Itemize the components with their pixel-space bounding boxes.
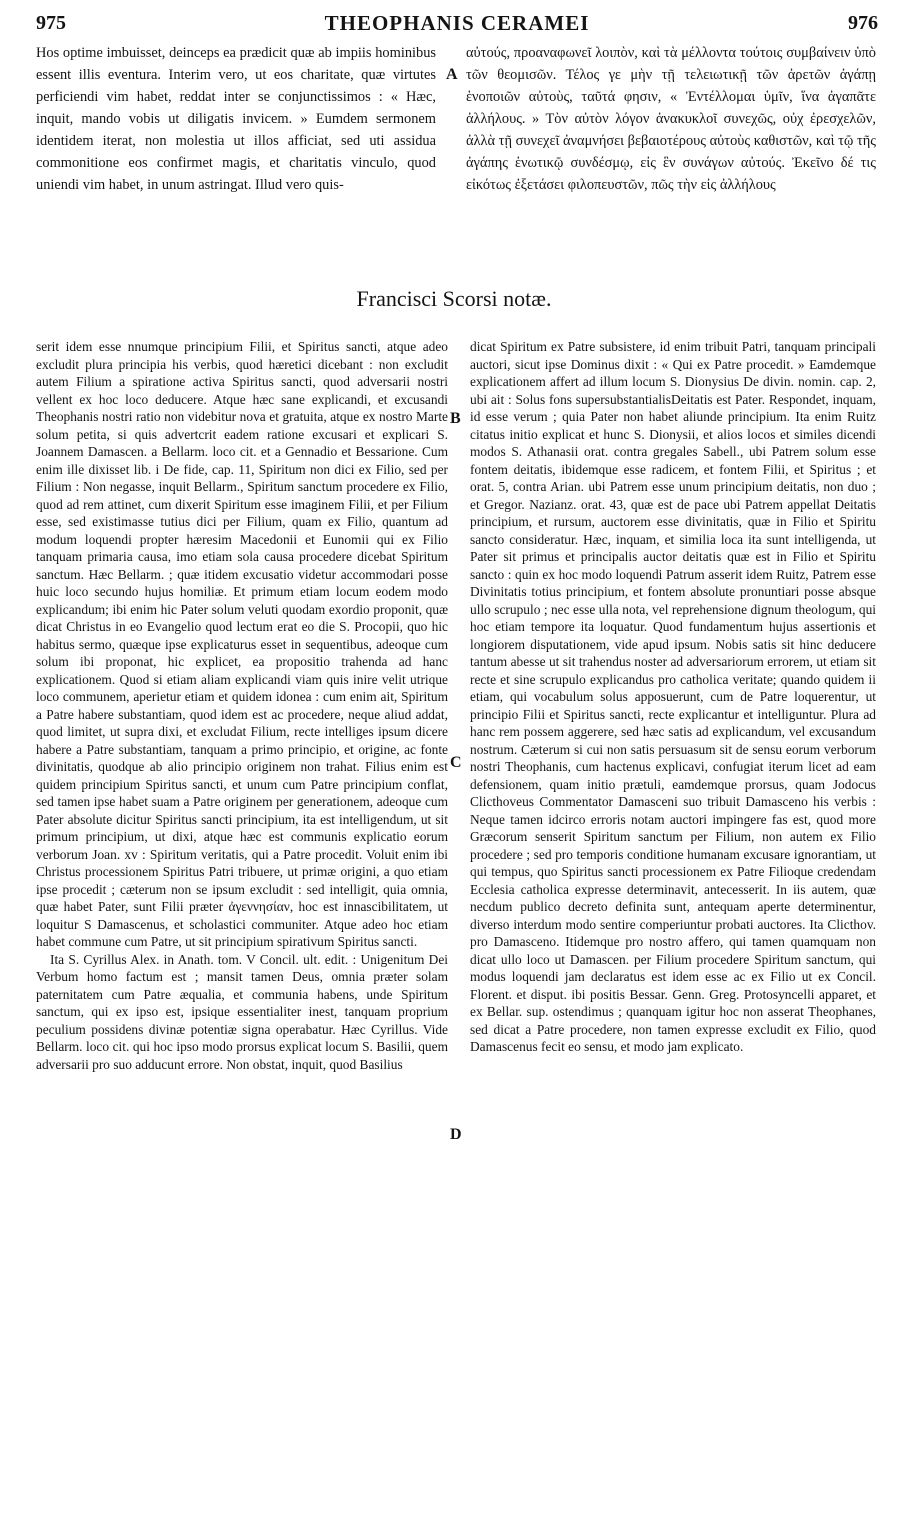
greek-text: αὐτούς, προαναφωνεῖ λοιπὸν, καὶ τὰ μέλλοντα τούτοις συμβαίνειν ὑπὸ τῶν θεομισῶν. Τέλος γε μὴν τῇ τελειωτικῇ τῶν ἀρετῶν ἀγάπῃ ἑνοποιῶν αὐτοὺς, ταῦτά φησιν, « Ἐντέλλομαι ὑμῖν, ἵνα ἀγαπᾶτε ἀλλήλους. » Τὸν αὐτὸν λόγον ἀνακυκλοῖ συνεχῶς, οὐχ ἐρεσχελῶν, ἀλλὰ τῇ συνεχεῖ ἀναμνήσει βεβαιοτέρους αὐτοὺς καθιστῶν, καὶ τῷ τῆς ἀγάπης ἑνωτικῷ συνδέσμῳ, εἰς ἓν συνάγων αὐτούς. Ἐκεῖνο δέ τις εἰκότως ἐξετάσει φιλοπευστῶν, πῶς τὴν εἰς ἀλλήλους [466,45,876,193]
margin-marker-a: A [446,66,458,83]
margin-marker-d: D [450,1126,462,1143]
latin-text: Hos optime imbuisset, deinceps ea prædicit quæ ab impiis hominibus essent illis eventura. Interim vero, ut eos charitate, quæ virtutes perficiendi vim habet, reddat inter se conjunctissimos : « Hæc, inquit, mando vobis ut diligatis invicem. » Eumdem sermonem identidem iterat, non molestia ut illos afficiat, sed uti assidua commonitione eos confirmet magis, et charitatis vinculo, quod uniendi vim habet, in unum astringat. Illud vero quis- [36,45,436,193]
notes-paragraph: serit idem esse nnumque principium Filii, et Spiritus sancti, atque adeo excludit plura principia his verbis, quod hæretici dicebant : non excludit autem Filium a spiratione activa Spiritus sancti, quod adversarii nostri vellent ex hoc loco deducere. Atque hæc sane explicandi, et excusandi Theophanis nostri ratio non videbitur nova et gratuita, atque ex nostro Marte solum petita, si quis advertcrit eadem ratione excusari et explicari S. Joannem Damascen. a Bellarm. loco cit. et a Gennadio et Bessarione. Cum enim ille dixisset lib. i De fide, cap. 11, Spiritum non dici ex Filio, sed per Filium : Non negasse, inquit Bellarm., Spiritum sanctum procedere ex Filio, quod ad rem attinet, cum dixerit Spiritum esse imaginem Filii, et per Filium esse, sed existimasse tutius dici per Filium, quam ex Filio, quantum ad modum loquendi propter hæresim Macedonii et Eunomii qui ex Filio tanquam primaria causa, imo etiam sola causa procedere dicebat Spiritum sanctum. Hæc Bellarm. ; quæ itidem excusatio videtur accommodari posse huic loco secundo hujus homiliæ. Et primum etiam locum eodem modo explicandum; ibi enim hic Pater solum veluti quodam exordio proponit, quæ dicat Christus in eo Evangelio quod lectum erat eo die S. Procopii, quo hic habitus sermo, quæque ipse explicaturus esset in sequentibus, adeoque cum solum ibi proponat, hic explicet, ea propositio trahenda ad hanc explicationem. Quod si etiam aliam explicandi viam quis inire velit utrique loco communem, aperietur etiam et quidem idonea : cum enim ait, Spiritum a Patre habere substantiam, quod idem est ac procedere, neque aliud addat, quod limitet, ut supra dixi, et excludat Filium, recte intelliges ipsum dicere habere a Patre substantiam, tanquam a primo principio, et origine, ac fonte divinitatis, quodque ab alio principio originem non trahat. Filius enim est quidem principium Spiritus sancti, et unum cum Patre principium conflat, sed tamen ipse habet suam a Patre originem per generationem, adeoque cum Pater absolute dicitur Spiritus sancti principium, ita est intelligendum, ut sit primum principium, ut dixi, atque hæc est communis explicatio eorum verborum Joan. xv : Spiritum veritatis, qui a Patre procedit. Voluit enim ibi Christus processionem Spiritus Patri tribuere, ut primæ origini, a quo etiam ipse procedit ; cæterum non se ipsum excludit : sed intelligit, quia omnia, quæ habet Pater, sunt Filii præter ἀγεννησίαν, hoc est innascibilitatem, ut loquitur S Damascenus, et scholastici communiter. Atque adeo hoc etiam habet commune cum Patre, ut sit principium spirativum Spiritus sancti. [36,339,448,949]
notes-right-column [470,338,876,1056]
notes-heading: Francisci Scorsi notæ. [356,286,552,311]
notes-paragraph: Ita S. Cyrillus Alex. in Anath. tom. V Concil. ult. edit. : Unigenitum Dei Verbum homo factum est ; mansit tamen Deus, omnia præter solam paternitatem cum Patre æqualia, et communia habens, unde Spiritum sanctum, qui ex ipso est, ipsique essentialiter inest, tanquam proprium peculium possidens divinæ potentiæ signa operabatur. Hæc Cyrillus. Vide Bellarm. loco cit. qui hoc ipso modo prorsus explicat locum S. Basilii, quem adversarii pro suo adducunt errore. Non obstat, inquit, quod Basilius [36,951,448,1072]
greek-text-column [466,42,876,196]
notes-left-column [36,338,448,1073]
page-header [36,8,878,38]
latin-text-column [36,42,436,196]
margin-marker-c: C [450,754,462,771]
notes-paragraph: dicat Spiritum ex Patre subsistere, id enim tribuit Patri, tanquam principali auctori, sicut ipse Dominus dixit : « Qui ex Patre procedit. » Eamdemque explicationem affert ad illum locum S. Dionysius De divin. nomin. cap. 2, ubi ait : Solus fons supersubstantialisDeitatis est Pater. Respondet, inquam, id esse verum ; quia Pater non habet aliunde principium. Ita enim Ruitz citatus initio explicat et hunc S. Dionysii, et alios locos et similes dicendi modos S. Athanasii orat. contra gregales Sabell., ubi Patrem solum esse fontem deitatis, ibidemque esse radicem, et fontem Filii, et Spiritus ; et orat. 5, contra Arian. ubi Patrem esse unum principium deitatis, non duo ; et Gregor. Nazianz. orat. 43, quæ est de pace ubi Patrem appellat Deitatis principium, et rursum, auctorem esse divinitatis, quæ in Filio et Spiritu sancto consideratur. Hæc, inquam, et similia loca ita sunt intelligenda, ut Pater sit primus et principalis auctor deitatis quæ est in Filio et Spiritu sancto : quin ex hoc modo loquendi Patrum asserit idem Ruitz, Patrem esse Divinitatis totius principium, et fontem absolute pronuntiari posse absque ullo scrupulo ; nec esse ulla nota, vel reprehensione dignum theologum, qui hoc etiam tempore ita loquatur. Quod fundamentum hujus assertionis et longiorem disputationem, vide apud ipsum. Nobis satis sit hinc deducere tantum abesse ut sit trahendus noster ad adversariorum errorem, ut etiam sit recte et sine scrupulo explicandus pro catholica veritate; quando quidem ii etiam, qui vocabulum solus apposuerunt, cum de Patre loquerentur, ut principio Filii et Spiritus sancti, recte explicantur et intelliguntur. Plura ad hanc rem possem aggerere, sed hæc satis ad explicandum, vel excusandum nostrum. Cæterum si cui non satis persuasum sit de sensu eorum verborum nostri Theophanis, cum hactenus explicavi, confugiat iterum licet ad eam defensionem, quam initio prætuli, eamdemque prorsus, quam Jodocus Clicthoveus Commentator Damasceni suo tribuit Damasceno his verbis : Neque tamen idcirco erroris notam auctori impingere fas est, quod more Græcorum senserit Spiritum sanctum per Filium, non autem ex Filio procedere ; sed pro temporis conditione humanam excusare ignorantiam, ut qui tempus, quo Spiritus sancti processionem ex Patre Filioque credendam Ecclesia catholica expresse determinavit, antecesserit. In iis autem, quæ necdum publico decreto definita sunt, antequam aperte determinentur, diverso interdum modo sentire comperiuntur probati auctores. Ita Clicthov. pro Damasceno. Itidemque pro nostro affero, qui tamen quamquam non dicat ullo loco ut Damascen. per Filium procedere Spiritum sanctum, qui modus loquendi jam declaratus est idem esse ac ex Filio ut ex Concil. Florent. et disput. ibi positis Bessar. Genn. Greg. Protosyncelli apparet, et ex Bellar. sup. ostendimus ; quanquam igitur hoc non asserat Theophanes, sed dicat a Patre procedere, non tamen expresse excludit ex Filio, quod Damascenus fecit eo sensu, et modo jam explicato. [470,339,876,1054]
left-page-number: 975 [36,11,66,34]
right-page-number: 976 [848,11,878,34]
margin-marker-b: B [450,410,461,427]
running-title: THEOPHANIS CERAMEI [324,10,590,35]
